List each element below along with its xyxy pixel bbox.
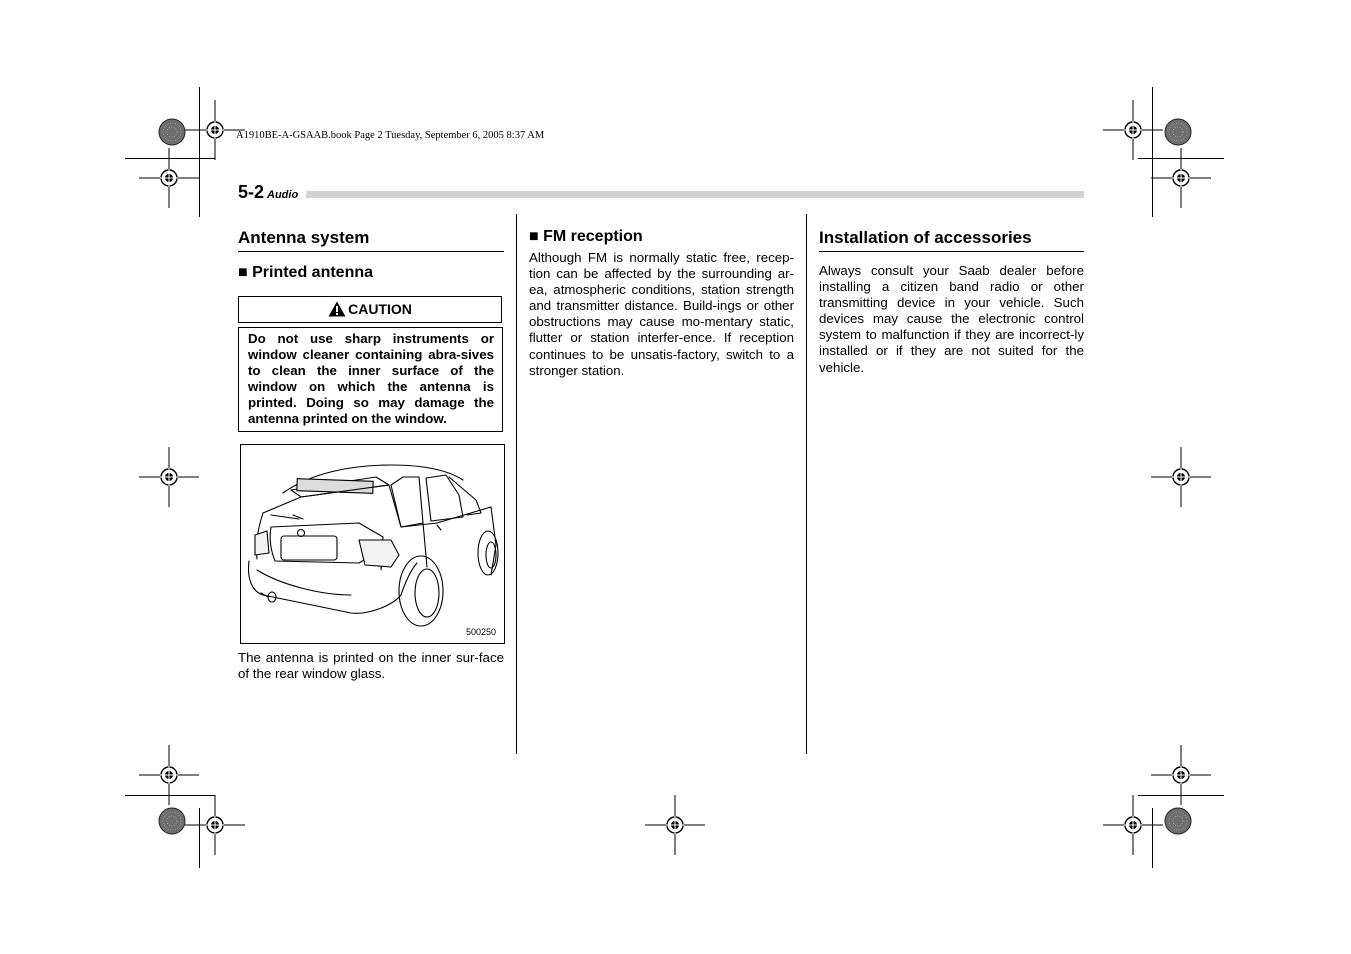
caution-label: CAUTION xyxy=(348,301,412,317)
printed-antenna-heading: ■ Printed antenna xyxy=(238,264,374,281)
header-bar xyxy=(306,191,1084,198)
column-divider xyxy=(806,214,807,754)
figure-caption: The antenna is printed on the inner sur-face of the rear window glass. xyxy=(238,650,504,682)
registration-mark-icon xyxy=(1151,745,1211,805)
registration-mark-icon xyxy=(1151,447,1211,507)
antenna-system-heading: Antenna system xyxy=(238,228,370,247)
registration-mark-icon xyxy=(1151,148,1211,208)
page-header xyxy=(238,182,298,203)
print-header: A1910BE-A-GSAAB.book Page 2 Tuesday, September 6, 2005 8:37 AM xyxy=(236,130,545,141)
registration-mark-icon xyxy=(1103,100,1163,160)
registration-mark-icon xyxy=(139,745,199,805)
figure-code: 500250 xyxy=(465,627,496,637)
star-target-icon xyxy=(159,808,185,834)
star-target-icon xyxy=(1165,119,1191,145)
caution-header xyxy=(238,296,502,323)
registration-mark-icon xyxy=(185,795,245,855)
caution-text: Do not use sharp instruments or window cleaner containing abra-sives to clean the inner surface of the window on which the antenna is printed. Doing so may damage the antenna printed on the window. xyxy=(248,331,494,427)
caution-box xyxy=(238,327,503,432)
heading-underline xyxy=(819,251,1084,252)
installation-accessories-text: Always consult your Saab dealer before installing a citizen band radio or other transmitting device in your vehicle. Such devices may cause the electronic control system to malfunction if they are incorrect-ly installed or if they are not suited for the vehicle. xyxy=(819,263,1084,375)
registration-mark-icon xyxy=(139,447,199,507)
car-rear-illustration xyxy=(241,445,504,643)
registration-mark-icon xyxy=(1103,795,1163,855)
registration-mark-icon xyxy=(139,148,199,208)
warning-triangle-icon xyxy=(328,301,346,317)
heading-underline xyxy=(238,251,504,252)
star-target-icon xyxy=(1165,808,1191,834)
registration-mark-icon xyxy=(645,795,705,855)
column-divider xyxy=(516,214,517,754)
car-illustration xyxy=(240,444,505,644)
section-name: Audio xyxy=(267,189,299,201)
registration-mark-icon xyxy=(185,100,245,160)
star-target-icon xyxy=(159,119,185,145)
page-number: 5-2 xyxy=(238,182,265,202)
fm-reception-text: Although FM is normally static free, recep-tion can be affected by the surrounding ar-ea, atmospheric conditions, station strength and transmitter distance. Build-ings or other obstructions may cause mo-mentary static, flutter or station interfer-ence. If reception continues to be unsatis-factory, switch to a stronger station. xyxy=(529,250,794,378)
fm-reception-heading: ■ FM reception xyxy=(529,228,643,245)
installation-accessories-heading: Installation of accessories xyxy=(819,228,1032,247)
